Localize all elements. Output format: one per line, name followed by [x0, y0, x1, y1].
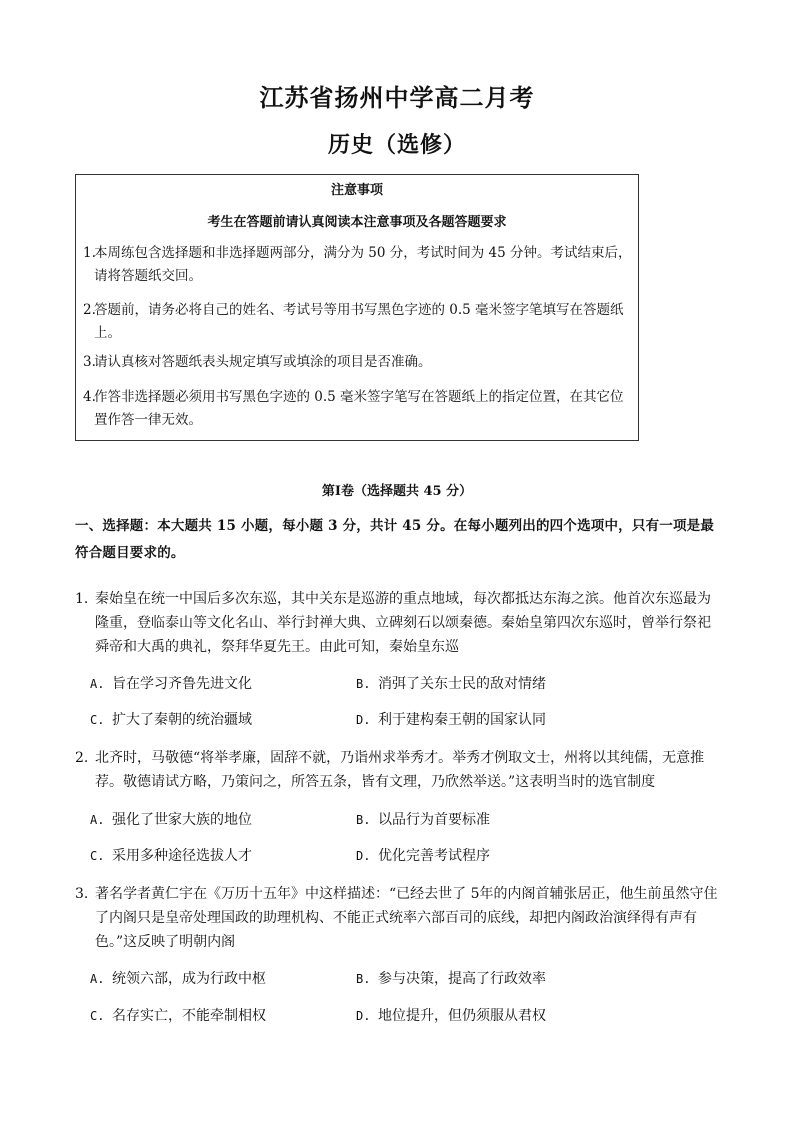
notice-item-text: 请认真核对答题纸表头规定填写或填涂的项目是否准确。	[94, 354, 432, 370]
option-label: C.	[90, 713, 105, 727]
option-label: B.	[356, 813, 371, 827]
option-text: 名存实亡，不能牵制相权	[112, 1008, 266, 1024]
option-text: 利于建构秦王朝的国家认同	[378, 712, 546, 728]
notice-item-number: 4.	[83, 389, 96, 405]
page-subtitle: 历史（选修）	[327, 132, 466, 158]
option-label: C.	[90, 849, 105, 863]
option-a	[90, 674, 252, 694]
option-text: 采用多种途径选拔人才	[112, 848, 252, 864]
option-b	[356, 674, 546, 694]
option-text: 扩大了秦朝的统治疆域	[112, 712, 252, 728]
option-label: B.	[356, 972, 371, 986]
option-text: 地位提升，但仍须服从君权	[378, 1008, 546, 1024]
option-c	[90, 710, 252, 730]
option-label: A.	[90, 677, 105, 691]
option-label: B.	[356, 677, 371, 691]
notice-item-number: 2.	[83, 302, 96, 318]
option-a	[90, 810, 252, 830]
option-c	[90, 846, 252, 866]
notice-item-number: 1.	[83, 245, 96, 261]
notice-item-text: 作答非选择题必须用书写黑色字迹的 0.5 毫米签字笔写在答题纸上的指定位置，在其它位置作答一律无效。	[94, 389, 624, 428]
option-d	[356, 710, 546, 730]
question-2	[75, 746, 721, 794]
notice-item-text: 本周练包含选择题和非选择题两部分，满分为 50 分，考试时间为 45 分钟。考试结束后，请将答题纸交回。	[94, 245, 632, 284]
option-d	[356, 1006, 546, 1026]
notice-item-text: 答题前，请务必将自己的姓名、考试号等用书写黑色字迹的 0.5 毫米签字笔填写在答题纸上。	[94, 302, 624, 341]
question-text: 北齐时，马敬德“将举孝廉，固辞不就，乃诣州求举秀才。举秀才例取文士，州将以其纯儒，无意推荐。敬德请试方略，乃策问之，所答五条，皆有文理，乃欣然举送。”这表明当时的选官制度	[95, 750, 705, 790]
option-a	[90, 969, 266, 989]
section-title: 第Ⅰ卷（选择题共 45 分）	[321, 484, 473, 499]
notice-box	[75, 174, 639, 441]
question-number: 3.	[75, 886, 89, 902]
section-instruction: 一、选择题：本大题共 15 小题，每小题 3 分，共计 45 分。在每小题列出的四个选项中，只有一项是最符合题目要求的。	[75, 518, 715, 561]
option-d	[356, 846, 490, 866]
question-text: 秦始皇在统一中国后多次东巡，其中关东是巡游的重点地域，每次都抵达东海之滨。他首次东巡最为隆重，登临泰山等文化名山、举行封禅大典、立碑刻石以颂秦德。秦始皇第四次东巡时，曾举行祭祀舜帝和大禹的典礼，祭拜华夏先王。由此可知，秦始皇东巡	[95, 591, 711, 655]
notice-item	[83, 242, 633, 288]
option-text: 优化完善考试程序	[378, 848, 490, 864]
question-3	[75, 882, 721, 954]
option-label: A.	[90, 972, 105, 986]
option-text: 旨在学习齐鲁先进文化	[112, 676, 252, 692]
option-label: C.	[90, 1009, 105, 1023]
question-text: 著名学者黄仁宇在《万历十五年》中这样描述：“已经去世了 5年的内阁首辅张居正，他生前虽然守住了内阁只是皇帝处理国政的助理机构、不能正式统率六部百司的底线，却把内阁政治演绎得有声有色。”这反映了明朝内阁	[95, 886, 718, 950]
notice-item	[83, 351, 633, 374]
notice-heading: 注意事项	[330, 183, 383, 198]
option-label: A.	[90, 813, 105, 827]
option-text: 参与决策，提高了行政效率	[378, 971, 546, 987]
question-number: 2.	[75, 750, 89, 766]
option-label: D.	[356, 713, 371, 727]
option-label: D.	[356, 849, 371, 863]
option-c	[90, 1006, 266, 1026]
notice-item	[83, 299, 633, 345]
question-number: 1.	[75, 591, 89, 607]
option-text: 消弭了关东士民的敌对情绪	[378, 676, 546, 692]
question-1	[75, 587, 721, 659]
option-b	[356, 810, 490, 830]
notice-item-number: 3.	[83, 354, 96, 370]
option-text: 强化了世家大族的地位	[112, 812, 252, 828]
option-text: 以品行为首要标准	[378, 812, 490, 828]
option-label: D.	[356, 1009, 371, 1023]
option-b	[356, 969, 546, 989]
notice-subheading: 考生在答题前请认真阅读本注意事项及各题答题要求	[207, 215, 507, 230]
notice-item	[83, 386, 633, 432]
page-title: 江苏省扬州中学高二月考	[259, 83, 535, 112]
option-text: 统领六部，成为行政中枢	[112, 971, 266, 987]
